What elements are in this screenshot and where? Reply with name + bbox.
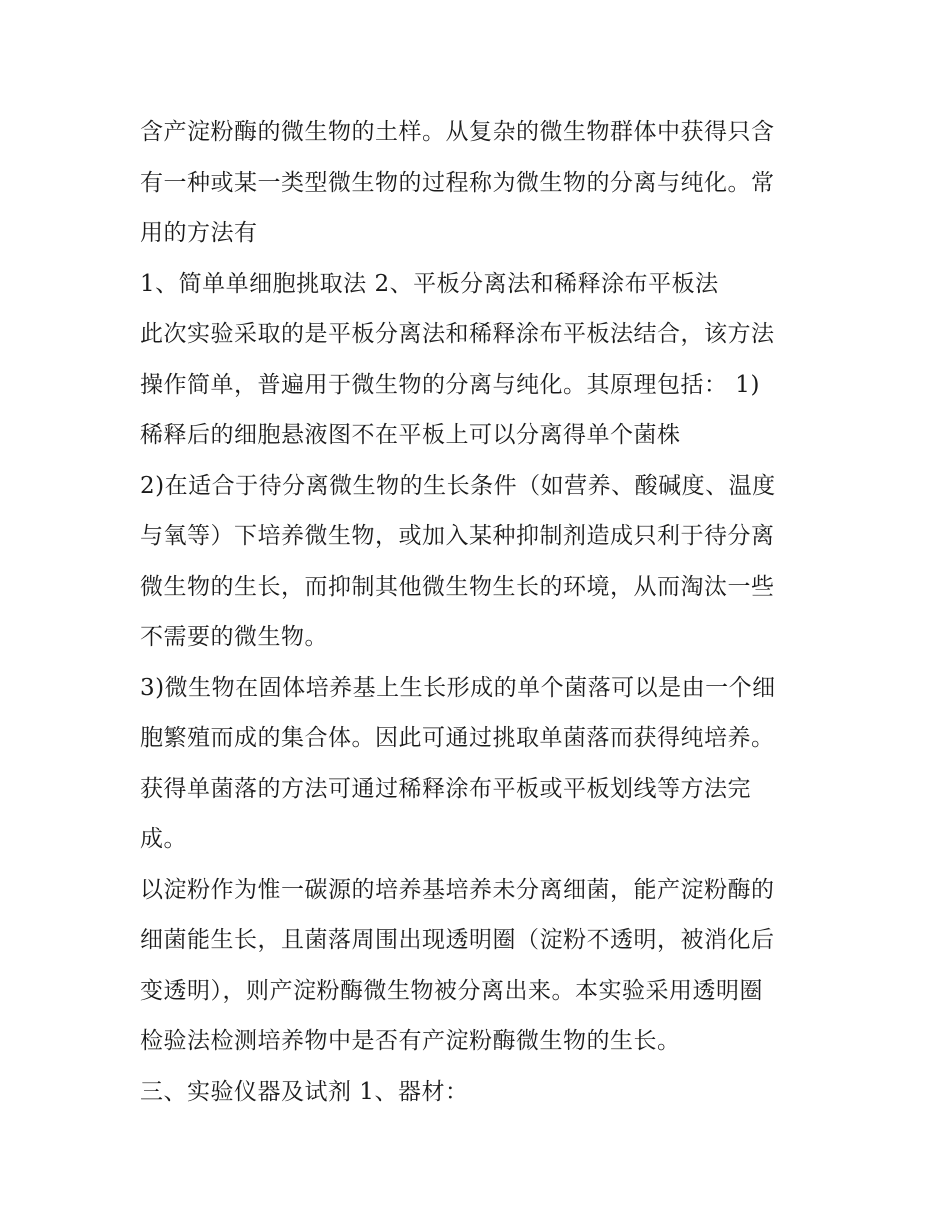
text-line: 用的方法有 (140, 220, 258, 246)
text-line: 2)在适合于待分离微生物的生长条件（如营养、酸碱度、温度 (140, 472, 776, 499)
text-line: 细菌能生长，且菌落周围出现透明圈（淀粉不透明，被消化后 (140, 927, 775, 953)
text-line: 有一种或某一类型微生物的过程称为微生物的分离与纯化。常 (140, 169, 775, 196)
section-heading: 三、实验仪器及试剂 1、器材： (140, 1078, 469, 1105)
text-line: 与氧等）下培养微生物，或加入某种抑制剂造成只利于待分离 (140, 523, 775, 549)
text-line: 不需要的微生物。 (140, 624, 328, 650)
text-line: 获得单菌落的方法可通过稀释涂布平板或平板划线等方法完 (140, 775, 751, 802)
text-line: 此次实验采取的是平板分离法和稀释涂布平板法结合，该方法 (140, 321, 775, 347)
text-line: 含产淀粉酶的微生物的土样。从复杂的微生物群体中获得只含 (140, 119, 775, 145)
text-line: 微生物的生长，而抑制其他微生物生长的环境，从而淘汰一些 (140, 573, 775, 600)
text-line: 检验法检测培养物中是否有产淀粉酶微生物的生长。 (140, 1028, 681, 1054)
text-line: 3)微生物在固体培养基上生长形成的单个菌落可以是由一个细 (140, 674, 776, 701)
text-line: 稀释后的细胞悬液图不在平板上可以分离得单个菌株 (140, 422, 681, 448)
text-line: 胞繁殖而成的集合体。因此可通过挑取单菌落而获得纯培养。 (140, 725, 775, 751)
document-body (140, 107, 820, 1117)
text-line: 以淀粉作为惟一碳源的培养基培养未分离细菌，能产淀粉酶的 (140, 876, 775, 903)
text-line: 成。 (140, 826, 187, 852)
text-line: 操作简单，普遍用于微生物的分离与纯化。其原理包括： 1) (140, 371, 760, 398)
text-line: 变透明），则产淀粉酶微生物被分离出来。本实验采用透明圈 (140, 977, 763, 1004)
text-line: 1、简单单细胞挑取法 2、平板分离法和稀释涂布平板法 (140, 270, 719, 297)
